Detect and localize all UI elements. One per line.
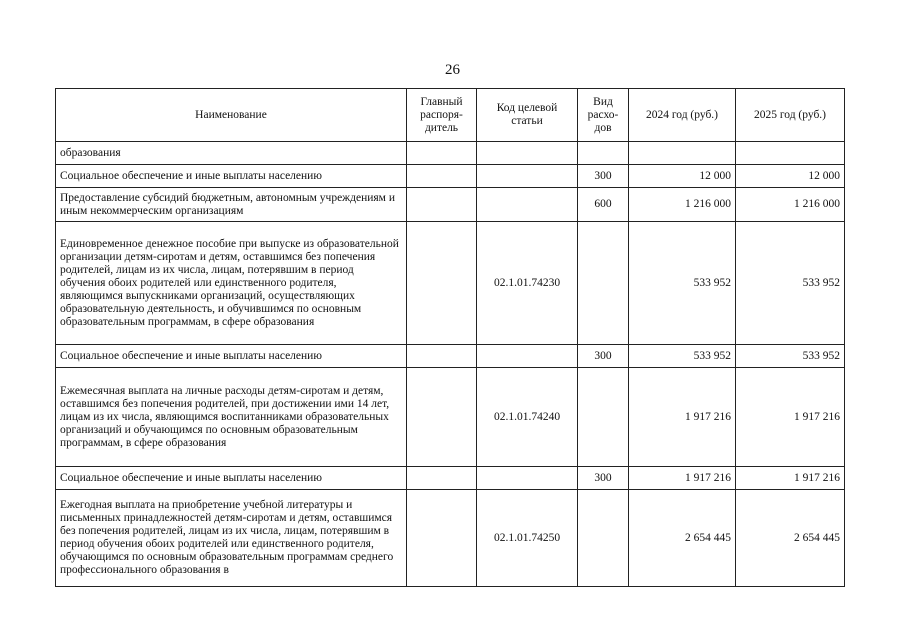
row-code: 02.1.01.74230 — [477, 222, 578, 345]
row-2024: 2 654 445 — [629, 490, 736, 587]
row-2024: 533 952 — [629, 222, 736, 345]
row-name: Ежемесячная выплата на личные расходы детям-сиротам и детям, оставшимся без попечения родителей, при достижении ими 14 лет, лицам из их числа, являющимся воспитанниками образовательных организаций и обучающимся по основным образовательным программам, в сфере образования — [56, 368, 407, 467]
row-name: Социальное обеспечение и иные выплаты населению — [56, 165, 407, 188]
header-type: Вид расхо-дов — [578, 89, 629, 142]
table-row — [56, 368, 845, 467]
row-2024: 12 000 — [629, 165, 736, 188]
table-row — [56, 467, 845, 490]
row-type — [578, 222, 629, 345]
header-admin: Главный распоря-дитель — [407, 89, 477, 142]
row-2024 — [629, 142, 736, 165]
page-number: 26 — [445, 62, 460, 78]
row-code — [477, 188, 578, 222]
row-admin — [407, 188, 477, 222]
row-name: Ежегодная выплата на приобретение учебной литературы и письменных принадлежностей детям-сиротам и детям, оставшимся без попечения родителей, лицам из их числа, лицам, потерявшим в период обучения обоих родителей или единственного родителя, обучающимся по основным образовательным программам среднего профессионального образования в — [56, 490, 407, 587]
row-code: 02.1.01.74240 — [477, 368, 578, 467]
row-admin — [407, 467, 477, 490]
row-type: 300 — [578, 467, 629, 490]
row-name: Социальное обеспечение и иные выплаты населению — [56, 345, 407, 368]
row-type — [578, 490, 629, 587]
row-2025: 1 216 000 — [736, 188, 845, 222]
row-2025: 2 654 445 — [736, 490, 845, 587]
row-admin — [407, 142, 477, 165]
row-2025: 1 917 216 — [736, 467, 845, 490]
table-row — [56, 142, 845, 165]
row-code — [477, 345, 578, 368]
header-2024: 2024 год (руб.) — [629, 89, 736, 142]
row-admin — [407, 368, 477, 467]
row-type: 300 — [578, 165, 629, 188]
row-admin — [407, 490, 477, 587]
row-admin — [407, 345, 477, 368]
row-type: 600 — [578, 188, 629, 222]
header-code: Код целевой статьи — [477, 89, 578, 142]
row-name: Предоставление субсидий бюджетным, автономным учреждениям и иным некоммерческим организациям — [56, 188, 407, 222]
budget-table — [55, 88, 845, 587]
row-2025: 1 917 216 — [736, 368, 845, 467]
row-admin — [407, 222, 477, 345]
row-2024: 533 952 — [629, 345, 736, 368]
header-name: Наименование — [56, 89, 407, 142]
table-header — [56, 89, 845, 142]
row-name: Единовременное денежное пособие при выпуске из образовательной организации детям-сиротам и детям, оставшимся без попечения родителей, лицам из их числа, лицам, потерявшим в период обучения обоих родителей или единственного родителя, являющимся выпускниками организаций, осуществляющих образовательную деятельность, и обучившимся по основным образовательным программам, в сфере образования — [56, 222, 407, 345]
table-row — [56, 188, 845, 222]
row-2025: 533 952 — [736, 222, 845, 345]
row-type — [578, 368, 629, 467]
row-code: 02.1.01.74250 — [477, 490, 578, 587]
row-code — [477, 142, 578, 165]
table-row — [56, 222, 845, 345]
row-code — [477, 165, 578, 188]
row-2024: 1 216 000 — [629, 188, 736, 222]
row-2025: 533 952 — [736, 345, 845, 368]
table-row — [56, 165, 845, 188]
header-2025: 2025 год (руб.) — [736, 89, 845, 142]
row-code — [477, 467, 578, 490]
row-name: Социальное обеспечение и иные выплаты населению — [56, 467, 407, 490]
row-2024: 1 917 216 — [629, 368, 736, 467]
row-2024: 1 917 216 — [629, 467, 736, 490]
row-type: 300 — [578, 345, 629, 368]
row-2025: 12 000 — [736, 165, 845, 188]
row-type — [578, 142, 629, 165]
row-name: образования — [56, 142, 407, 165]
table-row — [56, 345, 845, 368]
row-admin — [407, 165, 477, 188]
row-2025 — [736, 142, 845, 165]
table-row — [56, 490, 845, 587]
